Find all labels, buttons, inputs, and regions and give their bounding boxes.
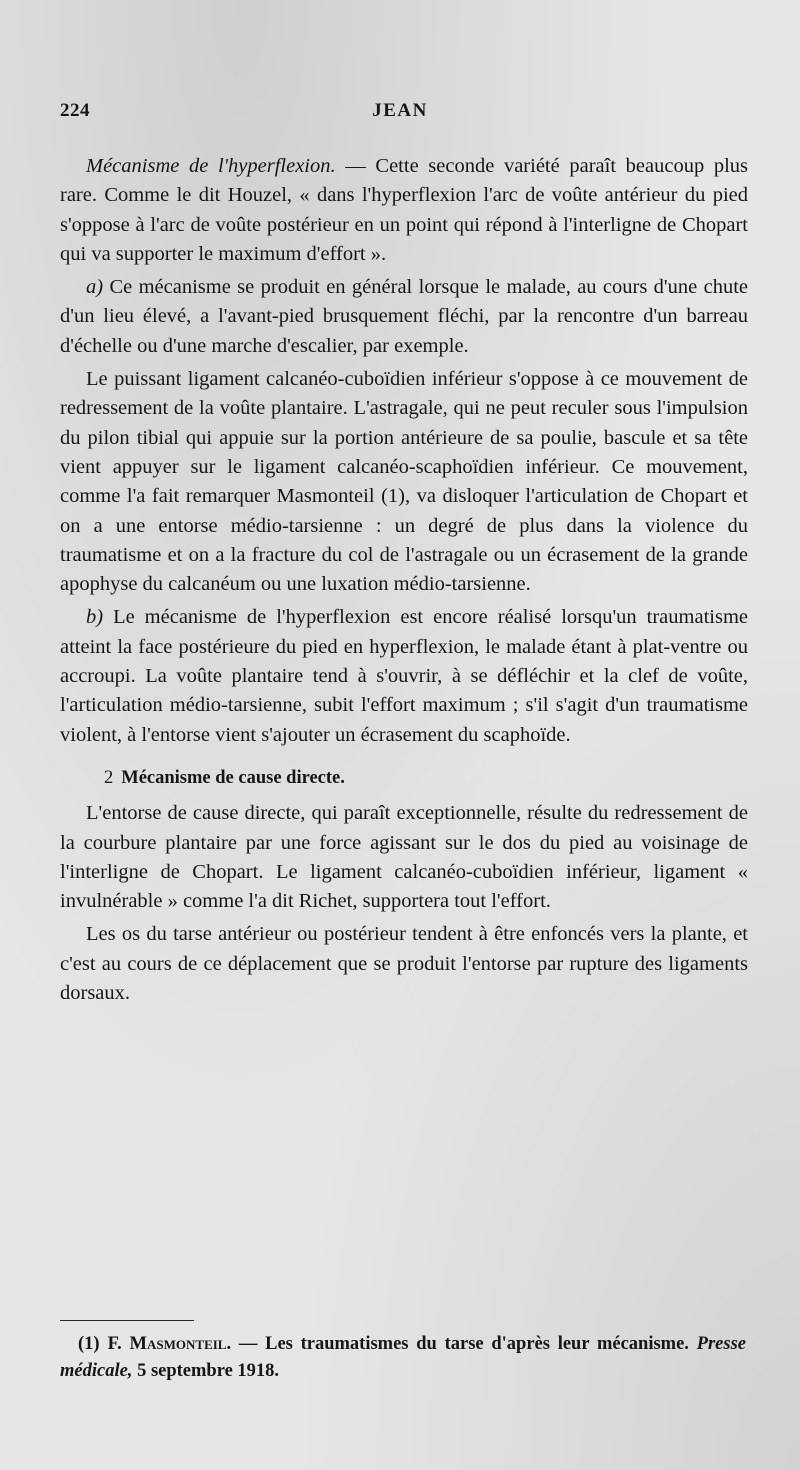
footnote-journal: Presse médicale, bbox=[60, 1334, 746, 1381]
footnote bbox=[60, 1331, 746, 1385]
paragraph-text: — Cette seconde variété paraît beaucoup plus rare. Comme le dit Houzel, « dans l'hyperflexion l'arc de voûte antérieur du pied s'oppose à l'arc de voûte postérieur en un point qui répond à l'interligne de Chopart qui va supporter le maximum d'effort ». bbox=[60, 155, 749, 265]
footnote-title: — Les traumatismes du tarse d'après leur mécanisme. bbox=[231, 1334, 697, 1354]
paragraph-direct-cause: L'entorse de cause directe, qui paraît exceptionnelle, résulte du redressement de la courbure plantaire par une force agissant sur le dos du pied au voisinage de l'interligne de Chopart. Le ligament calcanéo-cuboïdien inférieur, ligament « invulnérable » comme l'a dit Richet, supportera tout l'effort. bbox=[60, 802, 748, 913]
paragraph-b bbox=[60, 603, 748, 749]
subsection-heading bbox=[60, 764, 748, 793]
subsection-number: 2 bbox=[104, 767, 114, 788]
page-body bbox=[60, 152, 748, 1008]
paragraph-text: Le mécanisme de l'hyperflexion est encore réalisé lorsqu'un traumatisme atteint la face postérieure du pied en hyperflexion, le malade étant à plat-ventre ou accroupi. La voûte plantaire tend à s'ouvrir, à se défléchir et la clef de voûte, l'articulation médio-tarsienne, subit l'effort maximum ; s'il s'agit d'un traumatisme violent, à l'entorse vient s'ajouter un écrasement du scaphoïde. bbox=[60, 606, 748, 746]
paragraph-hyperflexion-intro bbox=[60, 152, 748, 269]
running-head: JEAN bbox=[372, 100, 428, 121]
subsection-title: Mécanisme de cause directe. bbox=[121, 767, 345, 788]
footnote-author: F. Masmonteil. bbox=[107, 1334, 232, 1354]
page-header bbox=[60, 100, 740, 130]
paragraph-text: Ce mécanisme se produit en général lorsque le malade, au cours d'une chute d'un lieu élevé, a l'avant-pied brusquement fléchi, par la rencontre d'un barreau d'échelle ou d'une marche d'escalier, par exemple. bbox=[60, 276, 748, 357]
list-label-b: b) bbox=[86, 606, 104, 629]
list-label-a: a) bbox=[86, 276, 104, 299]
page-number: 224 bbox=[60, 100, 90, 121]
footnote-date: 5 septembre 1918. bbox=[132, 1361, 280, 1381]
paragraph-ligament: Le puissant ligament calcanéo-cuboïdien inférieur s'oppose à ce mouvement de redressement de la voûte plantaire. L'astragale, qui ne peut reculer sous l'impulsion du pilon tibial qui appuie sur la portion antérieure de sa poulie, bascule et sa tête vient appuyer sur le ligament calcanéo-scaphoïdien inférieur. Ce mouvement, comme l'a fait remarquer Masmonteil (1), va disloquer l'articulation de Chopart et on a une entorse médio-tarsienne : un degré de plus dans la violence du traumatisme et on a la fracture du col de l'astragale ou un écrasement de la grande apophyse du calcanéum ou une luxation médio-tarsienne. bbox=[60, 368, 748, 596]
footnote-divider bbox=[60, 1320, 194, 1321]
section-lead: Mécanisme de l'hyperflexion. bbox=[86, 155, 336, 177]
paragraph-tarsal-bones: Les os du tarse antérieur ou postérieur tendent à être enfoncés vers la plante, et c'est au cours de ce déplacement que se produit l'entorse par rupture des ligaments dorsaux. bbox=[60, 923, 748, 1005]
paragraph-a bbox=[60, 273, 748, 361]
footnote-mark: (1) bbox=[78, 1334, 100, 1354]
